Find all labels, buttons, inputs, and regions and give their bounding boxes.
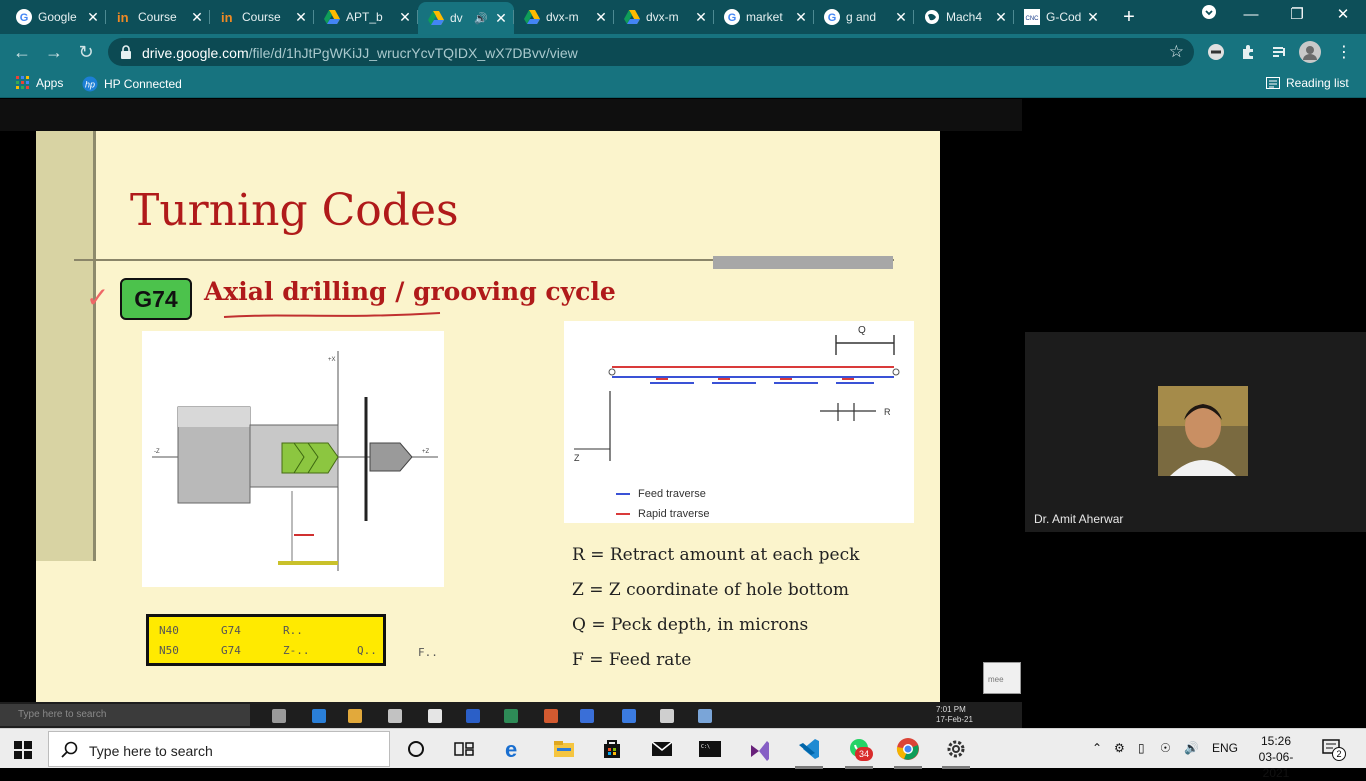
url-host: drive.google.com: [142, 45, 249, 61]
chrome-icon[interactable]: [894, 735, 922, 763]
chevron-down-icon: [1202, 5, 1216, 19]
svg-text:G: G: [827, 12, 837, 24]
close-tab-icon[interactable]: ✕: [995, 8, 1007, 25]
tab-title: G-Cod: [1046, 10, 1082, 24]
url-text[interactable]: [142, 45, 578, 61]
visual-studio-icon[interactable]: [745, 735, 773, 763]
browser-toolbar: [0, 34, 1366, 70]
bookmarks-bar: [0, 70, 1366, 98]
terminal-icon[interactable]: [696, 735, 724, 763]
svg-text:e: e: [505, 737, 518, 762]
profile-avatar[interactable]: [1300, 42, 1320, 62]
forward-button[interactable]: →: [45, 42, 63, 62]
tab-title: APT_b: [346, 10, 383, 24]
diagram-z-label: Z: [574, 453, 580, 463]
drive-icon: [624, 9, 640, 25]
code-line-1-g: G74: [221, 624, 241, 637]
mail-icon[interactable]: [648, 735, 676, 763]
back-button[interactable]: ←: [13, 42, 31, 62]
tab-search-button[interactable]: [1194, 4, 1224, 26]
participant-tile[interactable]: [1025, 332, 1366, 532]
google-icon: [724, 9, 740, 25]
code-line-1-n: N40: [159, 624, 179, 637]
clock-time: 15:26: [1260, 734, 1292, 748]
tab-title: market: [746, 10, 783, 24]
language-indicator[interactable]: ENG: [1212, 741, 1239, 755]
tab-title: Mach4: [946, 10, 983, 24]
workpiece-diagram: [142, 331, 444, 587]
whatsapp-icon[interactable]: [845, 735, 873, 763]
recorded-app-icon: [312, 709, 326, 723]
recorded-app-icon: [622, 709, 636, 723]
browser-tab[interactable]: [514, 4, 614, 30]
definition-f: F = Feed rate: [572, 650, 692, 670]
reading-list-button[interactable]: [1266, 76, 1349, 90]
browser-tab[interactable]: [210, 4, 314, 30]
recorded-time: 7:01 PM: [936, 705, 966, 714]
slide-title: Turning Codes: [130, 185, 459, 236]
lecture-slide: [36, 131, 940, 702]
legend-rapid-swatch: [616, 513, 630, 515]
legend-rapid-label: Rapid traverse: [638, 508, 710, 520]
meeting-chip[interactable]: [983, 662, 1021, 694]
code-badge: G74: [120, 278, 192, 320]
globe-icon: [924, 9, 940, 25]
tab-strip: [0, 0, 1366, 34]
bookmark-star-icon[interactable]: ☆: [1168, 42, 1184, 61]
bookmark-apps[interactable]: [16, 76, 63, 90]
search-icon: [61, 741, 79, 759]
drive-icon: [524, 9, 540, 25]
code-line-2-a: Z-..: [283, 644, 310, 657]
apps-grid-icon: [16, 76, 30, 90]
settings-gear-icon[interactable]: [942, 735, 970, 763]
svg-text:-Z: -Z: [154, 449, 160, 455]
cortana-icon[interactable]: [402, 735, 430, 763]
definition-r: R = Retract amount at each peck: [572, 545, 860, 565]
close-tab-icon[interactable]: ✕: [795, 8, 807, 25]
close-window-button[interactable]: ✕: [1336, 6, 1350, 23]
notification-center-icon[interactable]: [1322, 739, 1344, 759]
vscode-icon[interactable]: [795, 735, 823, 763]
tab-title: Course: [242, 10, 281, 24]
definition-z: Z = Z coordinate of hole bottom: [572, 580, 850, 600]
close-tab-icon[interactable]: ✕: [595, 8, 607, 25]
extensions-puzzle-icon[interactable]: [1238, 42, 1258, 62]
close-tab-icon[interactable]: ✕: [1087, 8, 1099, 25]
recorded-app-icon: [580, 709, 594, 723]
store-icon[interactable]: [598, 735, 626, 763]
tab-title: dv: [450, 11, 463, 25]
browser-tab[interactable]: [418, 2, 514, 34]
more-menu-icon[interactable]: ⋮: [1336, 44, 1352, 61]
close-tab-icon[interactable]: ✕: [87, 8, 99, 25]
tab-title: dvx-m: [546, 10, 579, 24]
clock-date: 03-06-2021: [1258, 750, 1294, 780]
code-line-2-n: N50: [159, 644, 179, 657]
drive-video-viewer: [0, 99, 1366, 728]
file-explorer-icon[interactable]: [550, 735, 578, 763]
windows-start-icon[interactable]: [14, 741, 32, 759]
media-control-icon[interactable]: [1270, 42, 1290, 62]
speaker-icon[interactable]: 🔊: [474, 12, 488, 25]
drive-icon: [324, 9, 340, 25]
drive-icon: [428, 10, 444, 26]
recorded-app-icon: [388, 709, 402, 723]
cnc-icon: [1024, 9, 1040, 25]
browser-tab[interactable]: [914, 4, 1014, 30]
underline-annotation: [222, 309, 442, 323]
edge-icon[interactable]: [500, 735, 528, 763]
wifi-icon[interactable]: ☉: [1160, 741, 1171, 755]
svg-text:G: G: [19, 12, 29, 24]
tab-title: Google: [38, 10, 77, 24]
legend-feed-label: Feed traverse: [638, 488, 706, 500]
meeting-chip-label: mee: [988, 675, 1004, 684]
recorded-app-icon: [466, 709, 480, 723]
svg-text:C:\: C:\: [701, 744, 711, 750]
gcode-box: [146, 614, 386, 666]
browser-tab[interactable]: [1014, 4, 1106, 30]
participant-name: Dr. Amit Aherwar: [1034, 512, 1124, 526]
svg-text:in: in: [117, 10, 129, 25]
close-tab-icon[interactable]: ✕: [895, 8, 907, 25]
recorded-app-icon: [348, 709, 362, 723]
tray-app-icon[interactable]: ⚙: [1114, 741, 1125, 755]
code-feed-tail: F..: [418, 646, 438, 659]
tab-title: dvx-m: [646, 10, 679, 24]
slide-left-band: [36, 131, 96, 561]
url-path: /file/d/1hJtPgWKiJJ_wrucrYcvTQIDX_wX7DBvv/view: [248, 45, 578, 61]
bookmark-hp-label: HP Connected: [104, 77, 182, 91]
slide-subtitle: Axial drilling / grooving cycle: [204, 277, 616, 306]
reload-button[interactable]: ↻: [78, 42, 94, 62]
recorded-app-icon: [698, 709, 712, 723]
recorded-date: 17-Feb-21: [936, 715, 973, 724]
bookmark-hp-connected[interactable]: [82, 76, 182, 92]
tab-title: g and: [846, 10, 877, 24]
browser-tab[interactable]: [106, 4, 210, 30]
coursera-icon: [220, 9, 236, 25]
restore-button[interactable]: ❐: [1290, 6, 1304, 23]
minimize-button[interactable]: —: [1243, 6, 1259, 23]
taskbar-search-placeholder: Type here to search: [89, 743, 213, 759]
notification-count: 2: [1332, 747, 1346, 761]
close-tab-icon[interactable]: ✕: [695, 8, 707, 25]
checkmark-icon: ✓: [86, 282, 110, 313]
tab-title: Course: [138, 10, 177, 24]
svg-text:in: in: [221, 10, 233, 25]
code-line-2-b: Q..: [357, 644, 377, 657]
legend-rapid: [616, 508, 710, 520]
recorded-app-icon: [660, 709, 674, 723]
browser-tab[interactable]: [814, 4, 914, 30]
close-tab-icon[interactable]: ✕: [399, 8, 411, 25]
recorded-app-icon: [272, 709, 286, 723]
reading-list-label: Reading list: [1286, 76, 1349, 90]
lock-icon[interactable]: [120, 45, 132, 59]
diagram-r-label: R: [884, 407, 891, 417]
recorded-search-text: Type here to search: [18, 709, 107, 720]
legend-feed-swatch: [616, 493, 630, 495]
code-line-1-a: R..: [283, 624, 303, 637]
system-clock[interactable]: [1248, 733, 1304, 781]
google-icon: [16, 9, 32, 25]
code-line-2-g: G74: [221, 644, 241, 657]
svg-text:G: G: [727, 12, 737, 24]
task-view-icon[interactable]: [450, 735, 478, 763]
svg-text:hp: hp: [84, 79, 96, 90]
address-bar[interactable]: [108, 38, 1194, 66]
coursera-icon: [116, 9, 132, 25]
close-tab-icon[interactable]: ✕: [495, 9, 507, 26]
recorded-clock: [936, 705, 973, 725]
browser-tab[interactable]: [6, 4, 106, 30]
volume-icon[interactable]: 🔊: [1184, 741, 1199, 755]
reading-list-icon: [1266, 76, 1280, 90]
svg-text:+X: +X: [328, 357, 336, 363]
recorded-search: [0, 704, 250, 726]
whatsapp-unread-badge: 34: [855, 747, 873, 761]
definition-q: Q = Peck depth, in microns: [572, 615, 809, 635]
battery-icon[interactable]: ▯: [1138, 741, 1145, 755]
legend-feed: [616, 488, 706, 500]
taskbar-search-box[interactable]: [48, 731, 390, 767]
tray-chevron-icon[interactable]: ⌃: [1092, 741, 1103, 755]
slide-divider-bar: [713, 256, 893, 269]
recorded-app-icon: [428, 709, 442, 723]
close-tab-icon[interactable]: ✕: [295, 8, 307, 25]
svg-text:+Z: +Z: [422, 449, 430, 455]
close-tab-icon[interactable]: ✕: [191, 8, 203, 25]
participant-avatar: [1158, 386, 1248, 476]
windows-taskbar: [0, 728, 1366, 780]
video-top-strip: [0, 99, 1022, 131]
browser-tab[interactable]: [614, 4, 714, 30]
diagram-q-label: Q: [858, 325, 866, 336]
recorded-app-icon: [504, 709, 518, 723]
new-tab-button[interactable]: +: [1123, 6, 1135, 28]
bookmark-apps-label: Apps: [36, 76, 64, 90]
svg-text:CNC: CNC: [1025, 16, 1039, 22]
extension-icon[interactable]: [1206, 42, 1226, 62]
browser-tab[interactable]: [714, 4, 814, 30]
google-icon: [824, 9, 840, 25]
browser-tab[interactable]: [314, 4, 418, 30]
recorded-app-icon: [544, 709, 558, 723]
recorded-taskbar: [0, 702, 1022, 728]
hp-logo-icon: [82, 76, 98, 92]
